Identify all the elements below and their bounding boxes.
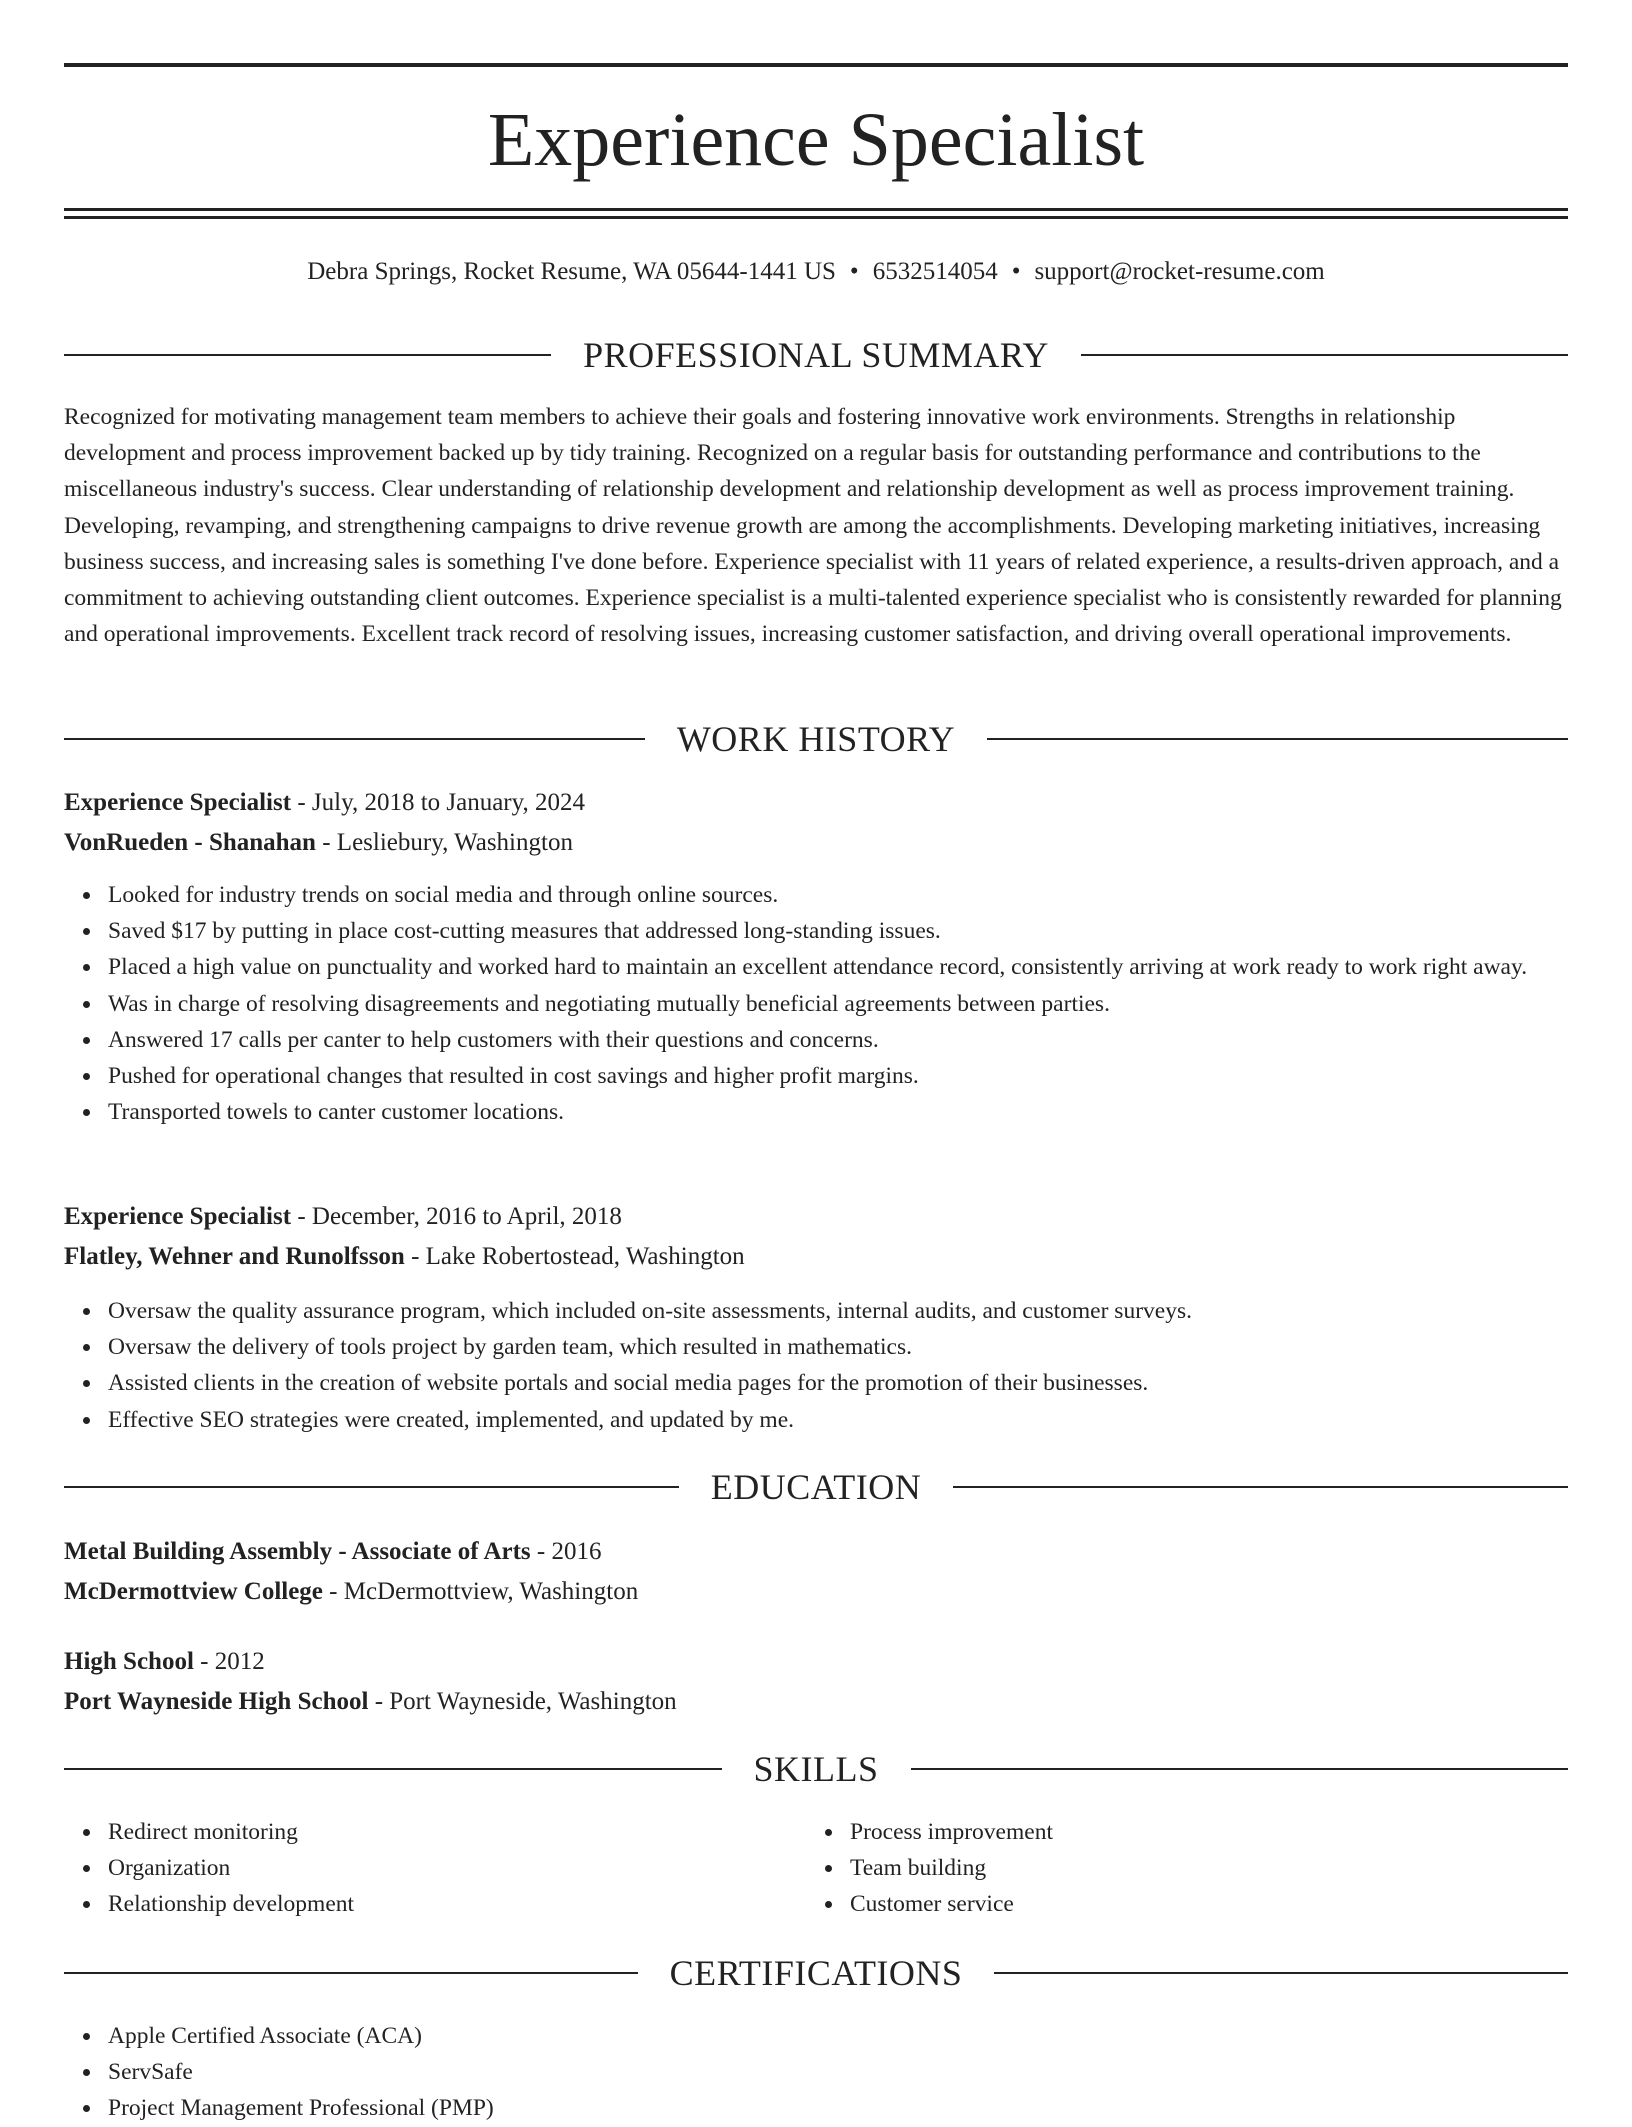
summary-text: Recognized for motivating management team members to achieve their goals and fostering innovative work environments. Strengths in relationship development and process improvement backed up by tidy training. Recognized on a regular basis for outstanding performance and contributions to the miscellaneous industry's success. Clear understanding of relationship development and relationship development as well as process improvement training. Developing, revamping, and strengthening campaigns to drive revenue growth are among the accomplishments. Developing marketing initiatives, increasing business success, and increasing sales is something I've done before. Experience specialist with 11 years of related experience, a results-driven approach, and a commitment to achieving outstanding client outcomes. Experience specialist is a multi-talented experience specialist who is consistently rewarded for planning and operational improvements. Excellent track record of resolving issues, increasing customer satisfaction, and driving overall operational improvements. (64, 404, 1562, 648)
skills-heading (64, 1747, 1568, 1791)
list-item: Effective SEO strategies were created, implemented, and updated by me. (108, 1402, 1612, 1438)
summary-heading (64, 333, 1568, 377)
school-name: Port Wayneside High School (64, 1688, 369, 1715)
heading-line (1081, 354, 1568, 356)
work-entry-2-bullets (64, 1293, 1612, 1438)
education-entry-1 (64, 1532, 1568, 1612)
list-item: Organization (108, 1850, 1612, 1886)
job-title: Experience Specialist (64, 1203, 292, 1230)
heading-line (64, 738, 645, 740)
degree-name: Metal Building Assembly - Associate of Arts (64, 1538, 531, 1565)
contact-line (64, 254, 1568, 290)
list-item: Oversaw the delivery of tools project by garden team, which resulted in mathematics. (108, 1329, 1612, 1365)
certifications-heading (64, 1951, 1568, 1995)
skills-list-right (806, 1814, 1632, 1923)
job-dates: - July, 2018 to January, 2024 (291, 789, 586, 816)
list-item: Customer service (850, 1886, 1632, 1922)
list-item: Was in charge of resolving disagreements and negotiating mutually beneficial agreements between parties. (108, 986, 1612, 1022)
list-item: Looked for industry trends on social media and through online sources. (108, 877, 1612, 913)
heading-line (64, 1768, 722, 1770)
contact-address: Debra Springs, Rocket Resume, WA 05644-1441 US (307, 258, 836, 285)
list-item: Relationship development (108, 1886, 1612, 1922)
degree-year: - 2012 (193, 1648, 265, 1675)
list-item: Saved $17 by putting in place cost-cutting measures that addressed long-standing issues. (108, 913, 1612, 949)
contact-email: support@rocket-resume.com (1034, 258, 1325, 285)
work-entry-1-bullets (64, 877, 1612, 1130)
job-title: Experience Specialist (64, 789, 292, 816)
job-location: - Lake Robertostead, Washington (404, 1243, 745, 1270)
resume-name: Experience Specialist (487, 98, 1145, 182)
section-title: SKILLS (753, 1749, 879, 1789)
heading-line (987, 738, 1568, 740)
name-rule-lower (64, 216, 1568, 219)
heading-line (64, 354, 551, 356)
heading-line (994, 1972, 1568, 1974)
name-rule-upper (64, 208, 1568, 211)
list-item: Project Management Professional (PMP) (108, 2090, 1612, 2126)
degree-year: - 2016 (530, 1538, 602, 1565)
list-item: Oversaw the quality assurance program, which included on-site assessments, internal audits, and customer surveys. (108, 1293, 1612, 1329)
section-title: PROFESSIONAL SUMMARY (583, 335, 1049, 375)
work-heading (64, 717, 1568, 761)
heading-line (911, 1768, 1569, 1770)
job-company: VonRueden - Shanahan (64, 829, 316, 856)
job-company: Flatley, Wehner and Runolfsson (64, 1243, 405, 1270)
section-title: WORK HISTORY (676, 719, 956, 759)
degree-name: High School (64, 1648, 194, 1675)
list-item: ServSafe (108, 2054, 1612, 2090)
section-title: CERTIFICATIONS (669, 1953, 963, 1993)
list-item: Redirect monitoring (108, 1814, 1612, 1850)
job-dates: - December, 2016 to April, 2018 (291, 1203, 622, 1230)
contact-separator: • (1011, 258, 1021, 285)
heading-line (64, 1486, 679, 1488)
list-item: Placed a high value on punctuality and worked hard to maintain an excellent attendance record, consistently arriving at work ready to work right away. (108, 949, 1612, 985)
education-heading (64, 1465, 1568, 1509)
contact-phone: 6532514054 (872, 258, 998, 285)
job-location: - Lesliebury, Washington (315, 829, 573, 856)
work-entry-1-header (64, 783, 1568, 863)
list-item: Team building (850, 1850, 1632, 1886)
school-location: - Port Wayneside, Washington (368, 1688, 677, 1715)
heading-line (953, 1486, 1568, 1488)
section-title: EDUCATION (710, 1467, 922, 1507)
list-item: Pushed for operational changes that resulted in cost savings and higher profit margins. (108, 1058, 1612, 1094)
school-name: McDermottview College (64, 1578, 323, 1605)
top-rule (64, 63, 1568, 67)
list-item: Answered 17 calls per canter to help customers with their questions and concerns. (108, 1022, 1612, 1058)
heading-line (64, 1972, 638, 1974)
list-item: Assisted clients in the creation of website portals and social media pages for the promotion of their businesses. (108, 1365, 1612, 1401)
work-entry-2-header (64, 1197, 1568, 1277)
education-entry-2 (64, 1642, 1568, 1722)
contact-separator: • (849, 258, 859, 285)
school-location: - McDermottview, Washington (322, 1578, 639, 1605)
list-item: Transported towels to canter customer locations. (108, 1094, 1612, 1130)
list-item: Apple Certified Associate (ACA) (108, 2018, 1612, 2054)
list-item: Process improvement (850, 1814, 1632, 1850)
certifications-list (64, 2018, 1612, 2127)
